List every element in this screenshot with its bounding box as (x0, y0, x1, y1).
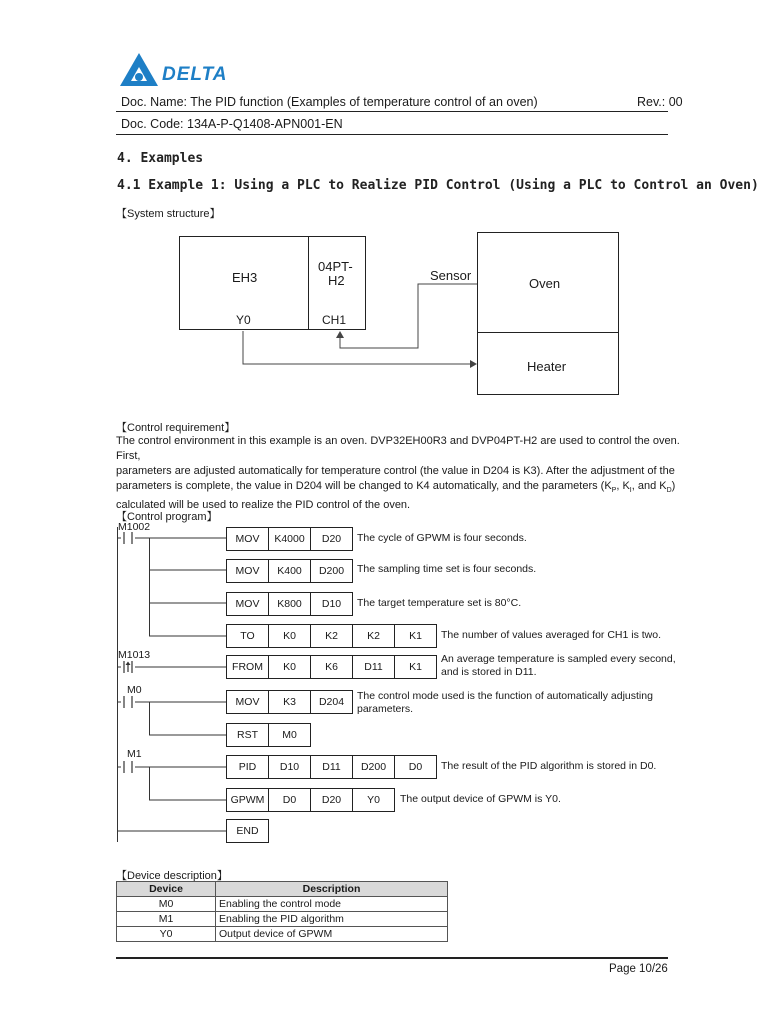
rung-comment: The cycle of GPWM is four seconds. (357, 532, 527, 544)
end-instruction: END (226, 819, 269, 843)
contact-m1002: M1002 (118, 521, 151, 533)
operand-cell: D20 (310, 527, 353, 551)
table-cell: Enabling the PID algorithm (216, 912, 448, 927)
device-description-title: 【Device description】 (116, 870, 228, 882)
operand-cell: D200 (310, 559, 353, 583)
operand-cell: D10 (268, 755, 311, 779)
heater-label: Heater (527, 359, 567, 374)
operand-cell: K800 (268, 592, 311, 616)
operand-cell: D200 (352, 755, 395, 779)
table-header-row (117, 882, 448, 897)
table-header: Device (117, 882, 216, 897)
operand-cell: Y0 (352, 788, 395, 812)
table-cell: Y0 (117, 927, 216, 942)
rung-comment: An average temperature is sampled every second, and is stored in D11. (441, 653, 676, 678)
instr-cell: FROM (226, 655, 269, 679)
req-line-4: calculated will be used to realize the PID control of the oven. (116, 499, 411, 512)
table-row (117, 927, 448, 942)
revision: Rev.: 00 (637, 95, 683, 109)
operand-cell: D0 (268, 788, 311, 812)
table-cell: Output device of GPWM (216, 927, 448, 942)
rung-comment: The target temperature set is 80°C. (357, 597, 522, 609)
control-requirement-title: 【Control requirement】 (116, 422, 236, 434)
operand-cell: K1 (394, 655, 437, 679)
rung-comment: The number of values averaged for CH1 is two. (441, 629, 662, 641)
ad-label-1: 04PT- (318, 259, 353, 274)
y0-label: Y0 (236, 313, 251, 327)
instr-cell: MOV (226, 592, 269, 616)
table-row (117, 912, 448, 927)
footer-divider (116, 957, 668, 959)
instr-cell: PID (226, 755, 269, 779)
operand-cell: K3 (268, 690, 311, 714)
ad-label-2: H2 (328, 273, 345, 288)
req-line-1: The control environment in this example is an oven. DVP32EH00R3 and DVP04PT-H2 are used to control the oven. First, (116, 435, 680, 462)
operand-cell: D10 (310, 592, 353, 616)
operand-cell: K0 (268, 624, 311, 648)
instr-cell: MOV (226, 559, 269, 583)
instr-cell: GPWM (226, 788, 269, 812)
doc-name: Doc. Name: The PID function (Examples of temperature control of an oven) (121, 95, 538, 109)
operand-cell: D11 (310, 755, 353, 779)
operand-cell: M0 (268, 723, 311, 747)
rung-comment: The sampling time set is four seconds. (357, 563, 537, 575)
table-header: Description (216, 882, 448, 897)
operand-cell: K400 (268, 559, 311, 583)
table-cell: M1 (117, 912, 216, 927)
req-line-2: parameters are adjusted automatically for temperature control (the value in D204 is K3). After the adjustment of the (116, 465, 675, 477)
instr-cell: TO (226, 624, 269, 648)
contact-m1: M1 (127, 748, 142, 760)
rung-comment: The result of the PID algorithm is stored in D0. (441, 760, 657, 772)
subsection-heading: 4.1 Example 1: Using a PLC to Realize PID Control (Using a PLC to Control an Oven) (117, 178, 759, 193)
table-cell: M0 (117, 897, 216, 912)
req-line-3: parameters is complete, the value in D204 will be changed to K4 automatically, and the parameters ($K_P$, $K_I$, and $K_D$) (116, 480, 676, 495)
operand-cell: K0 (268, 655, 311, 679)
operand-cell: D204 (310, 690, 353, 714)
operand-cell: K1 (394, 624, 437, 648)
control-program-title: 【Control program】 (116, 511, 218, 523)
operand-cell: D0 (394, 755, 437, 779)
operand-cell: D20 (310, 788, 353, 812)
ch1-label: CH1 (322, 313, 347, 327)
sensor-label: Sensor (430, 268, 472, 283)
instr-cell: MOV (226, 690, 269, 714)
page-number: Page 10/26 (609, 963, 668, 975)
eh3-label: EH3 (232, 270, 258, 285)
oven-label: Oven (529, 276, 561, 291)
rung-comment: The output device of GPWM is Y0. (400, 793, 561, 805)
operand-cell: D11 (352, 655, 395, 679)
operand-cell: K2 (352, 624, 395, 648)
instr-cell: RST (226, 723, 269, 747)
logo-text: DELTA (162, 64, 228, 85)
operand-cell: K4000 (268, 527, 311, 551)
instr-cell: MOV (226, 527, 269, 551)
contact-m0: M0 (127, 684, 142, 696)
device-table (116, 881, 448, 942)
table-row (117, 897, 448, 912)
operand-cell: K6 (310, 655, 353, 679)
system-structure-title: 【System structure】 (116, 208, 221, 220)
contact-m1013: M1013 (118, 649, 151, 661)
table-cell: Enabling the control mode (216, 897, 448, 912)
rung-comment: The control mode used is the function of automatically adjusting parameters. (357, 690, 653, 715)
operand-cell: K2 (310, 624, 353, 648)
section-heading: 4. Examples (117, 151, 204, 166)
doc-code: Doc. Code: 134A-P-Q1408-APN001-EN (121, 117, 343, 131)
